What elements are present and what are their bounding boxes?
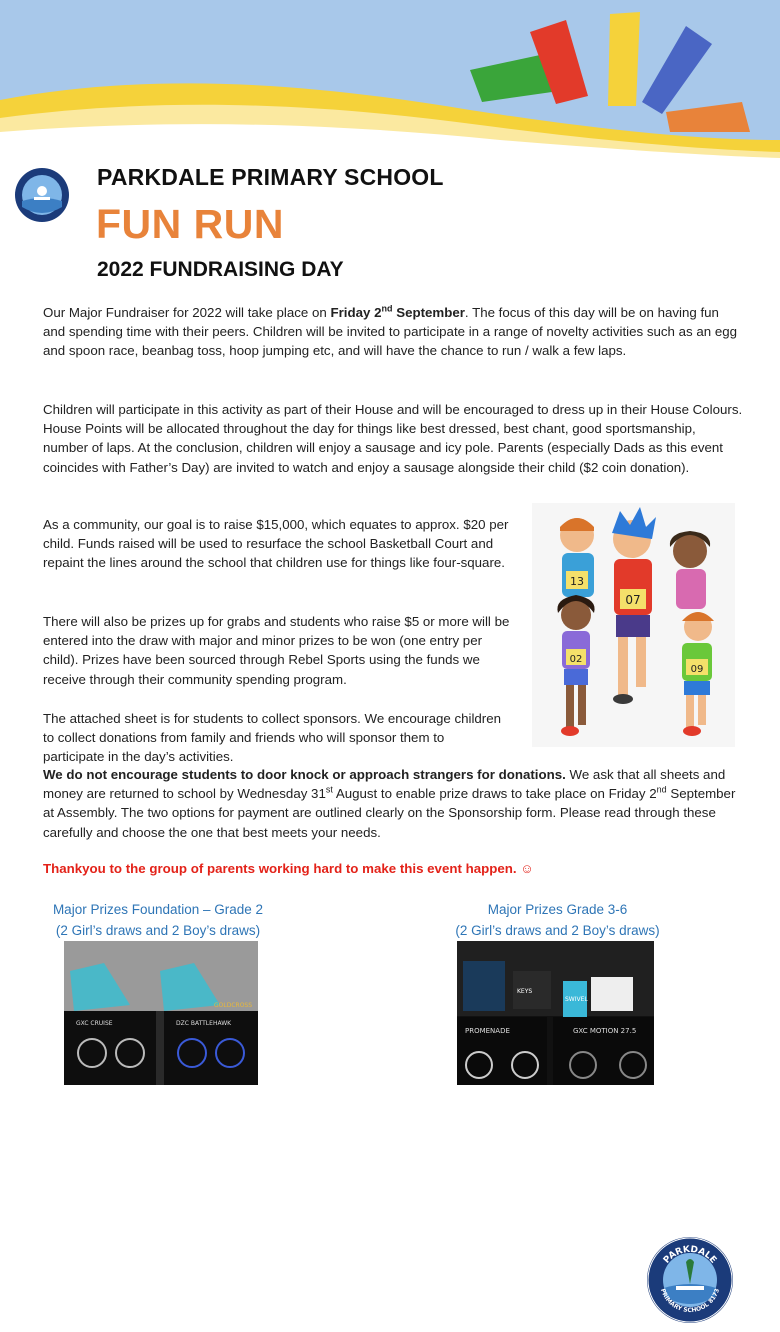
paragraph-safety: We do not encourage students to door knock or approach strangers for donations. We ask that all sheets and money are returned to school by Wednesday 31st August to enable prize draws to take place on Friday 2nd September at Assembly. The two options for payment are outlined clearly on the Sponsorship form. Please read through these carefully and choose the one that best meets your needs. — [43, 767, 736, 840]
box-label-battlehawk: DZC BATTLEHAWK — [176, 1020, 232, 1027]
paragraph-intro: Our Major Fundraiser for 2022 will take place on Friday 2nd September. The focus of this day will be on having fun and spending time with their peers. Children will be invited to participate in a range of novelty activities such as an egg and spoon race, beanbag toss, hoop jumping etc, and will have the chance to run / walk a few laps. — [43, 303, 738, 359]
school-seal — [646, 1236, 734, 1324]
box-label-promenade: PROMENADE — [465, 1027, 510, 1035]
running-kids-illustration — [532, 503, 735, 747]
prize-caption-foundation: Major Prizes Foundation – Grade 2 (2 Girl’s draws and 2 Boy’s draws) — [52, 902, 264, 938]
paragraph-goal: As a community, our goal is to raise $15,000, which equates to approx. $20 per child. Funds raised will be used to resurface the school Basketball Court and repaint the lines around the school that children use for things like four-square. — [43, 517, 509, 571]
box-label-keys: KEYS — [517, 988, 533, 995]
thanks-message: Thankyou to the group of parents working hard to make this event happen. ☺ — [43, 861, 534, 876]
header-banner — [0, 0, 780, 160]
prize-caption-grade3-6: Major Prizes Grade 3-6 (2 Girl’s draws and 2 Boy’s draws) — [455, 902, 660, 938]
prize-photo-grade3-6 — [457, 941, 654, 1085]
svg-text:PRIMARY SCHOOL 8173: PRIMARY SCHOOL 8173 — [658, 1287, 722, 1315]
paragraph-prizes: There will also be prizes up for grabs and students who raise $5 or more will be entered into the draw with major and minor prizes to be won (one entry per child). Prizes have been sourced through Rebel Sports using the funds we receive through their community spending program. — [43, 614, 510, 687]
box-label-swivel: SWIVEL — [565, 996, 588, 1003]
bib-07: 07 — [625, 593, 641, 607]
box-label-gxc-cruise: GXC CRUISE — [76, 1020, 113, 1027]
box-label-goldcross: GOLDCROSS — [214, 1002, 253, 1009]
ray-yellow — [608, 12, 640, 106]
bib-02: 02 — [569, 654, 583, 665]
svg-text:PARKDALE: PARKDALE — [661, 1244, 719, 1266]
prize-photo-foundation — [64, 941, 258, 1085]
school-logo — [14, 167, 70, 223]
school-name: PARKDALE PRIMARY SCHOOL — [97, 164, 444, 190]
event-title: FUN RUN — [96, 201, 284, 247]
paragraph-houses: Children will participate in this activity as part of their House and will be encouraged to dress up in their House Colours. House Points will be allocated throughout the day for things like best dressed, best chant, good sportsmanship, number of laps. At the conclusion, children will enjoy a sausage and icy pole. Parents (especially Dads as this event coincides with Father’s Day) are invited to watch and enjoy a sausage alongside their child ($2 coin donation). — [43, 402, 743, 475]
bib-13: 13 — [570, 575, 584, 588]
bib-09: 09 — [690, 664, 704, 675]
box-label-gxc-motion: GXC MOTION 27.5 — [573, 1027, 637, 1035]
event-subtitle: 2022 FUNDRAISING DAY — [97, 258, 344, 281]
paragraph-sponsors: The attached sheet is for students to collect sponsors. We encourage children to collect donations from family and friends who will sponsor them to participate in the day’s activities. — [43, 711, 502, 765]
